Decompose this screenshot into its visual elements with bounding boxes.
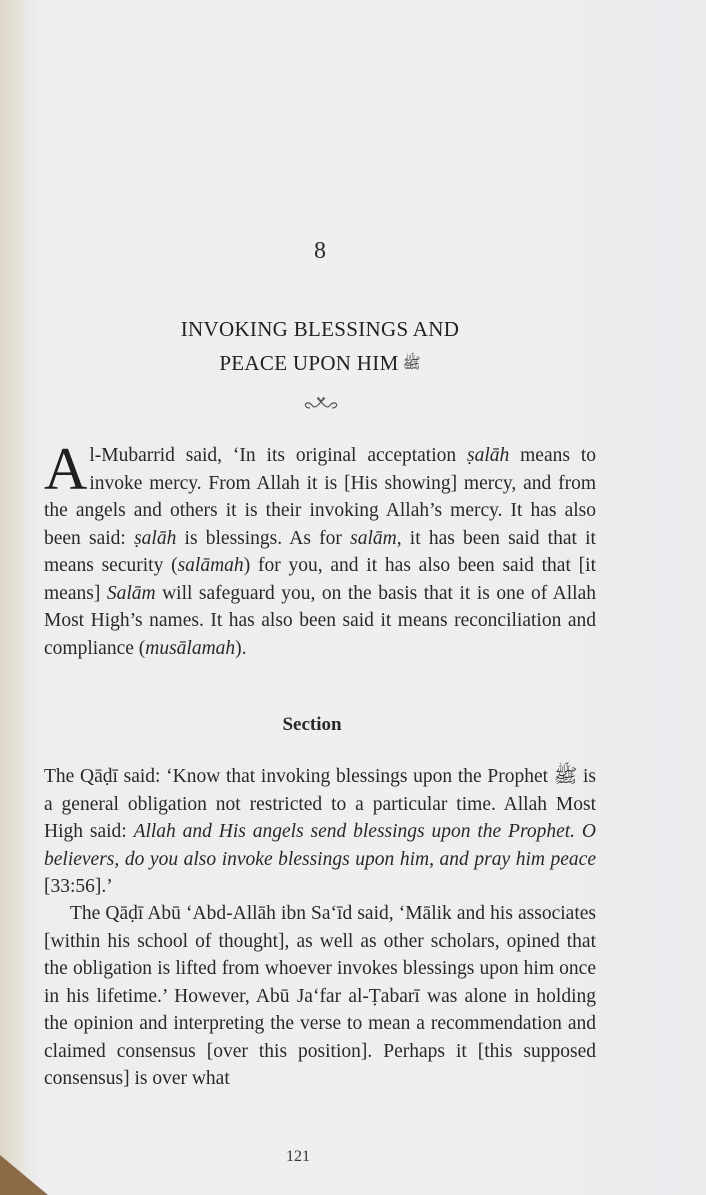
section-heading: Section [282, 714, 342, 735]
verse-reference: [33:56].’ [44, 876, 113, 897]
text-run: The Qāḍī Abū ‘Abd-Allāh ibn Sa‘īd said, ‘Mālik and his associates [within his school of thought], as well as other scholars, opined that the obligation is lifted from whoever invokes blessings upon him once in his lifetime.’ However, Abū Ja‘far al-Ṭabarī was alone in holding the opinion and interpreting the verse to mean a recommendation and claimed consensus [over this position]. Perhaps it [this supposed consensus] is over what [44, 903, 596, 1089]
text-run: l-Mubarrid said, ‘In its original acceptation [89, 445, 467, 466]
text-run: means to invoke mercy. From Allah it is [His showing] mercy, and from the angels and others it is their invoking Allah’s mercy. It has also been said: [44, 445, 596, 549]
chapter-title-line-2 [0, 346, 640, 381]
salutation-calligraphy-icon: ﷺ [402, 356, 421, 372]
paragraph-ibn-said [44, 900, 596, 1093]
term-musalamah: musālamah [145, 637, 236, 659]
term-salamah: salāmah [177, 555, 244, 576]
text-run: ). [235, 637, 247, 659]
text-run: is a general obligation not restricted to a particular time. Allah Most High said: [44, 766, 596, 842]
fleuron-ornament-icon [300, 392, 342, 414]
salutation-calligraphy-icon: ﷺ [553, 766, 578, 787]
paragraph-qadi [44, 763, 596, 901]
text-run: will safeguard you, on the basis that it is one of Allah Most High’s names. It has also been said it means reconciliation and compliance ( [44, 582, 596, 659]
chapter-number: 8 [314, 238, 326, 264]
quran-quotation: Allah and His angels send blessings upon the Prophet. O believers, do you also invoke blessings upon him, and pray him peace [44, 821, 596, 870]
chapter-title-line-1: INVOKING BLESSINGS AND [180, 317, 460, 341]
chapter-title-line-2-text: PEACE UPON HIM [219, 351, 399, 375]
term-salah: ṣalāh [467, 445, 510, 466]
spine-shadow [0, 0, 28, 1195]
chapter-title [0, 312, 640, 381]
paragraph-definition [44, 436, 596, 662]
term-salah: ṣalāh [134, 527, 177, 549]
text-run: , it has been said that it means security ( [44, 527, 596, 576]
text-run: is blessings. As for [176, 527, 351, 549]
text-run: The Qāḍī said: ‘Know that invoking blessings upon the Prophet [44, 766, 554, 787]
term-salam-name: Salām [106, 582, 156, 604]
text-run: ) for you, and it has also been said that [it means] [44, 555, 596, 604]
page-number: 121 [286, 1148, 310, 1165]
drop-cap: A [44, 436, 88, 502]
term-salam: salām [350, 527, 397, 549]
